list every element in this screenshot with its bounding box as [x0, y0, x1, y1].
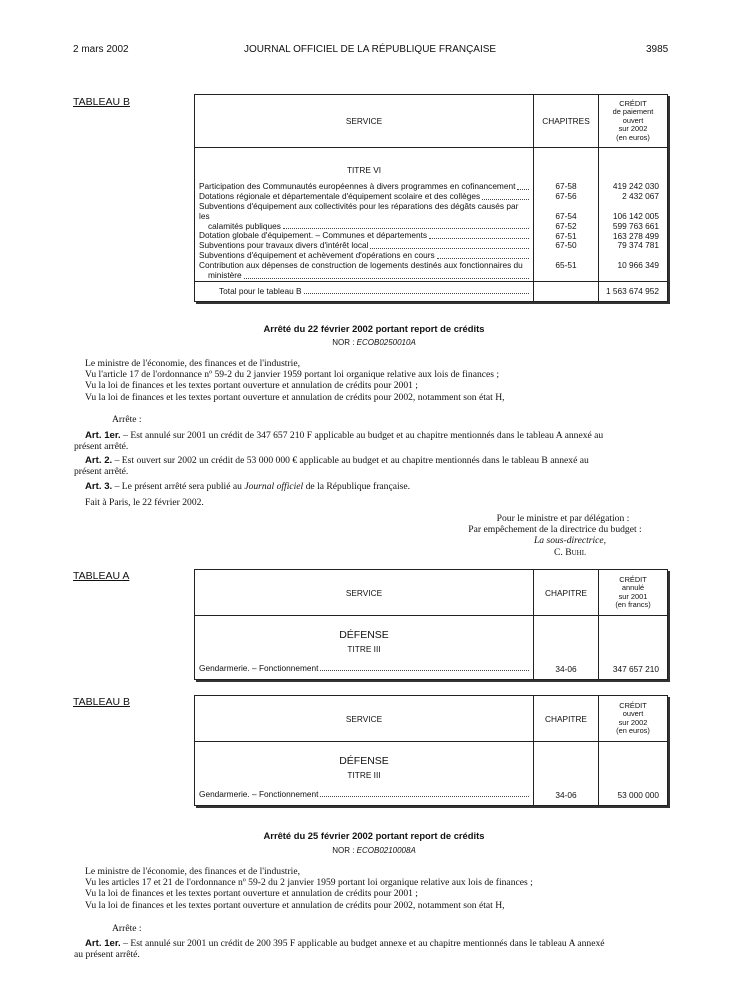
table-row: Dotations régionale et départementale d'équipement scolaire et des collèges — [199, 192, 529, 202]
arrete-title: Arrêté du 22 février 2002 portant report de crédits — [263, 323, 485, 334]
arrete-decision: Arrête : — [112, 414, 142, 425]
tableau-b2-label: TABLEAU B — [73, 696, 130, 708]
titre-heading: TITRE VI — [346, 165, 382, 175]
arrete-preamble: Le ministre de l'économie, des finances et de l'industrie, Vu l'article 17 de l'ordonnance nº 59-2 du 2 janvier 1959 portant loi organique relative aux lois de finances ; Vu la loi de finances et les textes portant ouverture et annulation de crédits pour 2001 ; Vu la loi de finances et les textes portant ouverture et annulation de crédits pour 2002, notamment son état H, — [85, 358, 505, 403]
header-page-number: 3985 — [646, 44, 669, 55]
credit-cell: 53 000 000 — [599, 742, 668, 806]
credit-cell: 347 657 210 — [599, 616, 668, 680]
tableau-b2-table — [194, 695, 668, 806]
arrete2-decision: Arrête : — [112, 923, 142, 934]
column-header-chapitre: CHAPITRE — [534, 696, 599, 742]
titre-heading: TITRE III — [347, 770, 381, 780]
chapitre-cell: 34-06 — [534, 616, 599, 680]
article2-1: Art. 1er. – Est annulé sur 2001 un crédit de 200 395 F applicable au budget annexe et au chapitre mentionnés dans le tableau A annexé au présent arrêté. — [74, 938, 605, 961]
nor-reference: NOR : ECOB0250010A — [332, 338, 416, 347]
tableau-b-table — [194, 94, 668, 302]
chapitre-cell: 67-58 67-56 67-54 67-52 67-51 67-50 65-51 — [534, 148, 599, 282]
column-header-service: SERVICE — [195, 570, 534, 616]
header-journal-title: JOURNAL OFFICIEL DE LA RÉPUBLIQUE FRANÇAISE — [244, 44, 497, 55]
service-cell — [195, 616, 534, 680]
header-date: 2 mars 2002 — [73, 44, 129, 55]
tableau-b-label: TABLEAU B — [73, 96, 130, 108]
total-value: 1 563 674 952 — [599, 281, 668, 301]
column-header-service: SERVICE — [195, 696, 534, 742]
column-header-credit: CRÉDIT de paiement ouvert sur 2002 (en euros) — [599, 95, 668, 148]
signature-block: Pour le ministre et par délégation : Par empêchement de la directrice du budget : La sous-directrice, C. Buhl — [468, 513, 642, 558]
column-header-service: SERVICE — [195, 95, 534, 148]
table-row: Dotation globale d'équipement. – Communes et départements — [199, 231, 529, 241]
table-row: Subventions d'équipement aux collectivités pour les réparations des dégâts causés par les — [199, 200, 519, 221]
column-header-chapitre: CHAPITRE — [534, 570, 599, 616]
titre-heading: TITRE III — [347, 644, 381, 654]
arrete2-title: Arrêté du 25 février 2002 portant report de crédits — [263, 830, 485, 841]
section-heading: DÉFENSE — [339, 755, 389, 767]
table-row: Gendarmerie. – Fonctionnement — [199, 663, 529, 673]
service-cell: TITRE VI Participation des Communautés européennes à divers programmes en cofinancement Dotations régionale et départementale d'équipement scolaire et des collèges Subventions d'équipement aux collectivités pour les réparations des dégâts causés par les calamités publiques Dotation globale d'équipement. – Communes et départements Subventions pour travaux divers d'intérêt local Subventions d'équipement et achèvement d'opérations en cours Contribution aux dépenses de construction de logements destinés aux fonctionnaires du ministère — [195, 148, 534, 282]
column-header-credit: CRÉDIT annulé sur 2001 (en francs) — [599, 570, 668, 616]
nor2-reference: NOR : ECOB0210008A — [332, 846, 416, 855]
table-row: Contribution aux dépenses de construction de logements destinés aux fonctionnaires du — [199, 260, 523, 271]
column-header-credit: CRÉDIT ouvert sur 2002 (en euros) — [599, 696, 668, 742]
total-label-cell: Total pour le tableau B — [195, 281, 534, 301]
table-row: Participation des Communautés européennes à divers programmes en cofinancement — [199, 182, 529, 192]
tableau-a-table — [194, 569, 668, 680]
tableau-a-label: TABLEAU A — [73, 570, 130, 582]
chapitre-cell: 34-06 — [534, 742, 599, 806]
fait-a-paris: Fait à Paris, le 22 février 2002. — [85, 497, 204, 508]
article-2: Art. 2. – Est ouvert sur 2002 un crédit de 53 000 000 € applicable au budget et au chapitre mentionnés dans le tableau B annexé au présent arrêté. — [74, 455, 589, 478]
table-row: Subventions d'équipement et achèvement d'opérations en cours — [199, 251, 529, 261]
section-heading: DÉFENSE — [339, 629, 389, 641]
table-row: Subventions pour travaux divers d'intérêt local — [199, 241, 529, 251]
column-header-chapitres: CHAPITRES — [534, 95, 599, 148]
credit-cell: 419 242 030 2 432 067 106 142 005 599 763 661 163 278 499 79 374 781 10 966 349 — [599, 148, 668, 282]
article-3: Art. 3. – Le présent arrêté sera publié au Journal officiel de la République française. — [85, 481, 411, 492]
service-cell — [195, 742, 534, 806]
arrete2-preamble: Le ministre de l'économie, des finances et de l'industrie, Vu les articles 17 et 21 de l'ordonnance nº 59-2 du 2 janvier 1959 portant loi organique relative aux lois de finances ; Vu la loi de finances et les textes portant ouverture et annulation de crédits pour 2001 ; Vu la loi de finances et les textes portant ouverture et annulation de crédits pour 2002, notamment son état H, — [85, 866, 533, 911]
table-row: Gendarmerie. – Fonctionnement — [199, 789, 529, 799]
article-1: Art. 1er. – Est annulé sur 2001 un crédit de 347 657 210 F applicable au budget et au chapitre mentionnés dans le tableau A annexé au présent arrêté. — [74, 430, 604, 453]
